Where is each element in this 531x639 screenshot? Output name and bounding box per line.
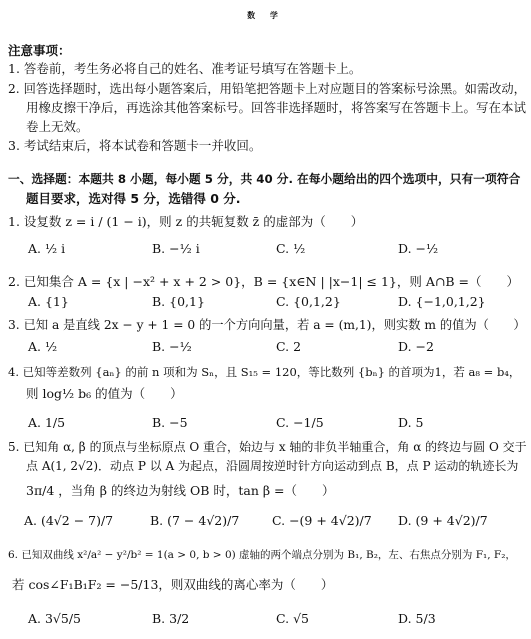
question-4-option-b: B. −5 <box>152 415 188 430</box>
question-3-stem: 3. 已知 a 是直线 2x − y + 1 = 0 的一个方向向量，若 a = (m,1)，则实数 m 的值为（ ） <box>8 318 526 332</box>
question-2-option-b: B. {0,1} <box>152 294 205 309</box>
question-1-option-d: D. −½ <box>398 241 439 256</box>
notice-item-1: 1. 答卷前，考生务必将自己的姓名、准考证号填写在答题卡上。 <box>8 61 362 76</box>
question-5-stem: 5. 已知角 α, β 的顶点与坐标原点 O 重合，始边与 x 轴的非负半轴重合，角 α 的终边与圆 O 交于 <box>8 440 527 454</box>
question-6-option-c: C. √5 <box>276 611 309 626</box>
question-3-option-c: C. 2 <box>276 339 302 354</box>
question-6-stem-cont: 若 cos∠F₁B₁F₂ = −5/13，则双曲线的离心率为（ ） <box>12 577 334 592</box>
question-2-option-d: D. {−1,0,1,2} <box>398 294 486 309</box>
question-5-stem-cont: 点 A(1, 2√2)．动点 P 以 A 为起点，沿圆周按逆时针方向运动到点 B，点 P 运动的轨迹长为 <box>26 459 519 473</box>
page-title: 数 学 <box>247 11 284 20</box>
question-6-stem: 6. 已知双曲线 x²/a² − y²/b² = 1(a > 0, b > 0) 虚轴的两个端点分别为 B₁, B₂，左、右焦点分别为 F₁, F₂， <box>8 549 516 561</box>
question-1-stem: 1. 设复数 z = i / (1 − i)，则 z 的共轭复数 z̄ 的虚部为（ ） <box>8 214 364 229</box>
question-2-option-a: A. {1} <box>28 294 69 309</box>
question-3-option-a: A. ½ <box>28 339 58 354</box>
section-heading: 一、选择题：本题共 8 小题，每小题 5 分，共 40 分. 在每小题给出的四个选项中，只有一项符合 <box>8 172 521 186</box>
question-5-option-b: B. (7 − 4√2)/7 <box>150 513 240 528</box>
notice-item-3: 3. 考试结束后，将本试卷和答题卡一并收回。 <box>8 138 262 153</box>
question-4-stem-cont: 则 log½ b₆ 的值为（ ） <box>26 386 183 401</box>
question-4-option-a: A. 1/5 <box>28 415 66 430</box>
question-6-option-b: B. 3/2 <box>152 611 190 626</box>
question-4-option-c: C. −1/5 <box>276 415 324 430</box>
notice-heading: 注意事项： <box>8 43 71 58</box>
question-1-option-a: A. ½ i <box>28 241 66 256</box>
question-3-option-d: D. −2 <box>398 339 434 354</box>
notice-item-2-cont: 用橡皮擦干净后，再选涂其他答案标号。回答非选择题时，将答案写在答题卡上。写在本试 <box>26 100 527 115</box>
question-6-option-d: D. 5/3 <box>398 611 436 626</box>
question-4-stem: 4. 已知等差数列 {aₙ} 的前 n 项和为 Sₙ，且 S₁₅ = 120，等比数列 {bₙ} 的首项为1，若 a₈ = b₄， <box>8 365 521 379</box>
question-3-option-b: B. −½ <box>152 339 192 354</box>
section-heading-cont: 题目要求，选对得 5 分，选错得 0 分. <box>26 191 241 206</box>
question-1-option-c: C. ½ <box>276 241 306 256</box>
notice-item-2-cont2: 卷上无效。 <box>26 119 89 134</box>
question-5-option-c: C. −(9 + 4√2)/7 <box>272 513 372 528</box>
question-5-stem-cont2: 3π/4 ，当角 β 的终边为射线 OB 时，tan β =（ ） <box>26 483 335 498</box>
question-5-option-d: D. (9 + 4√2)/7 <box>398 513 488 528</box>
notice-item-2: 2. 回答选择题时，选出每小题答案后，用铅笔把答题卡上对应题目的答案标号涂黑。如需改动， <box>8 82 526 96</box>
question-2-option-c: C. {0,1,2} <box>276 294 341 309</box>
question-5-option-a: A. (4√2 − 7)/7 <box>24 513 114 528</box>
question-1-option-b: B. −½ i <box>152 241 200 256</box>
question-4-option-d: D. 5 <box>398 415 424 430</box>
question-6-option-a: A. 3√5/5 <box>28 611 82 626</box>
question-2-stem: 2. 已知集合 A = {x | −x² + x + 2 > 0}，B = {x∈N | |x−1| ≤ 1}，则 A∩B =（ ） <box>8 274 519 289</box>
